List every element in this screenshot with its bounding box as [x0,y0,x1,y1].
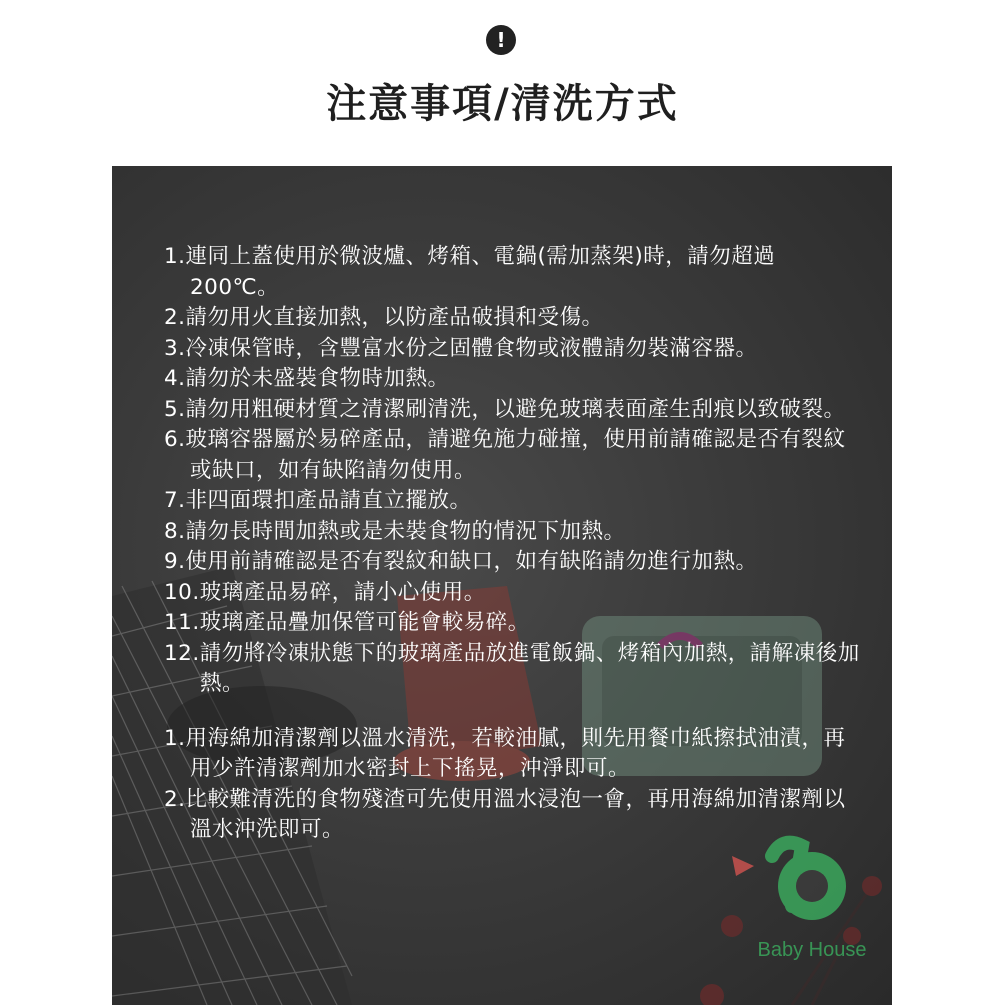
notice-item-1: 1.連同上蓋使用於微波爐、烤箱、電鍋(需加蒸架)時，請勿超過200℃。 [164,244,776,300]
notice-item-9: 9.使用前請確認是否有裂紋和缺口，如有缺陷請勿進行加熱。 [164,549,758,574]
notice-item-5: 5.請勿用粗硬材質之清潔刷清洗，以避免玻璃表面產生刮痕以致破裂。 [164,396,846,422]
cleaning-item-2: 2.比較難清洗的食物殘渣可先使用溫水浸泡一會，再用海綿加清潔劑以溫水沖洗即可。 [164,786,846,842]
page-title: 注意事項/清洗方式 [326,81,679,127]
notice-item-3: 3.冷凍保管時，含豐富水份之固體食物或液體請勿裝滿容器。 [164,335,758,361]
notice-item-6: 6.玻璃容器屬於易碎產品，請避免施力碰撞，使用前請確認是否有裂紋或缺口，如有缺陷請勿使用。 [164,427,846,483]
notice-item-2: 2.請勿用火直接加熱，以防產品破損和受傷。 [164,305,604,330]
baby-house-logo [732,843,866,961]
section-gap [164,700,864,724]
notice-item-12: 12.請勿將冷凍狀態下的玻璃產品放進電飯鍋、烤箱內加熱，請解凍後加熱。 [164,640,860,696]
cleaning-item-1: 1.用海綿加清潔劑以溫水清洗，若較油膩，則先用餐巾紙擦拭油漬，再用少許清潔劑加水密封上下搖晃，沖淨即可。 [164,725,846,781]
notice-item-10: 10.玻璃產品易碎，請小心使用。 [164,579,486,605]
warning-icon: ! [486,25,516,55]
notice-item-4: 4.請勿於未盛裝食物時加熱。 [164,366,450,391]
text-block [164,242,864,846]
logo-text: Baby House [757,939,867,961]
notice-item-7: 7.非四面環扣產品請直立擺放。 [164,488,472,513]
notice-item-8: 8.請勿長時間加熱或是未裝食物的情況下加熱。 [164,518,626,544]
notice-item-11: 11.玻璃產品疊加保管可能會較易碎。 [164,610,530,635]
instructions-panel [112,166,892,1005]
